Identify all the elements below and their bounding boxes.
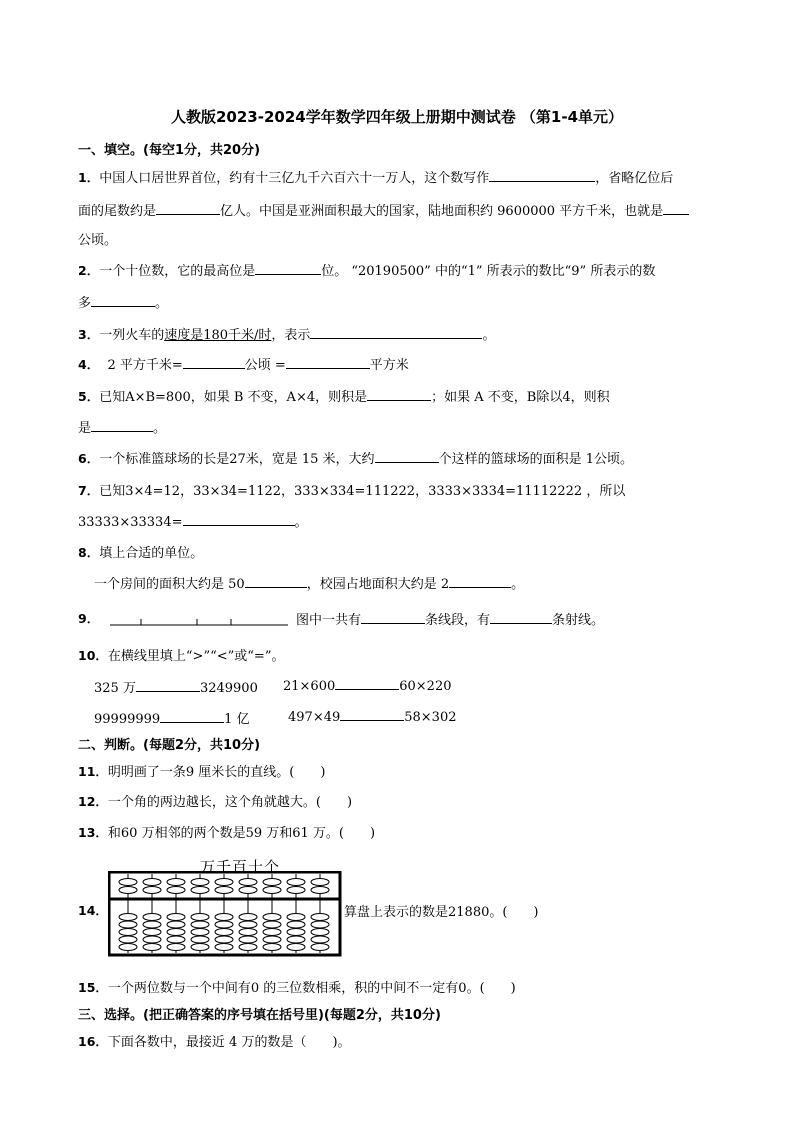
question-12 — [78, 791, 352, 810]
abacus-bead — [143, 921, 161, 928]
question-text: 一个标准篮球场的长是27米，宽是 15 米，大约 — [99, 452, 375, 467]
abacus-bead — [239, 914, 257, 921]
abacus-bead — [263, 914, 281, 921]
question-15 — [78, 977, 516, 996]
answer-blank[interactable] — [286, 356, 370, 369]
question-text: 公顷。 — [78, 233, 118, 248]
section-heading-choice: 三、选择。(把正确答案的序号填在括号里)(每题2分，共10分) — [78, 1008, 441, 1023]
question-number: 15． — [78, 980, 108, 995]
abacus-bead — [287, 936, 305, 943]
compare-text: 60×220 — [399, 679, 452, 694]
question-text: 填上合适的单位。 — [99, 546, 204, 561]
abacus-bead — [215, 944, 233, 951]
abacus-bead — [191, 914, 209, 921]
question-text: ；如果 A 不变，B除以4，则积 — [431, 390, 610, 405]
question-text: 一个角的两边越长，这个角就越大。( ) — [107, 795, 353, 810]
answer-blank[interactable] — [490, 611, 552, 624]
question-number: 4． — [78, 357, 100, 372]
abacus-bead — [119, 879, 137, 886]
section-heading-judgement: 二、判断。(每题2分，共10分) — [78, 738, 261, 753]
question-text: 已知A×B=800，如果 B 不变，A×4，则积是 — [99, 390, 368, 405]
question-8-line-2 — [94, 573, 524, 592]
abacus-bead — [143, 936, 161, 943]
abacus-bead — [287, 879, 305, 886]
compare-text: 497×49 — [288, 710, 341, 725]
question-2-line-2 — [78, 292, 168, 311]
abacus-bead — [167, 929, 185, 936]
abacus-bead — [311, 914, 329, 921]
answer-blank[interactable] — [489, 169, 595, 182]
question-1-line-2 — [78, 200, 689, 219]
question-4 — [78, 354, 409, 373]
question-text-underlined: 速度是180千米/时 — [164, 328, 272, 343]
abacus-bead — [215, 936, 233, 943]
question-number: 9． — [78, 611, 100, 626]
question-13 — [78, 822, 375, 841]
question-text: 33333×33334= — [78, 515, 183, 530]
question-text: 。 — [511, 577, 525, 592]
question-number: 1． — [78, 170, 100, 185]
compare-text: 58×302 — [404, 710, 457, 725]
answer-blank[interactable] — [91, 419, 153, 432]
compare-text: 21×600 — [283, 679, 336, 694]
question-text: 是 — [78, 421, 92, 436]
abacus-bead — [311, 936, 329, 943]
abacus-bead — [167, 879, 185, 886]
answer-blank[interactable] — [367, 388, 431, 401]
abacus-bead — [143, 914, 161, 921]
abacus-bead — [287, 929, 305, 936]
abacus-bead — [263, 936, 281, 943]
abacus-bead — [191, 879, 209, 886]
question-text: 中国人口居世界首位，约有十三亿九千六百六十一万人，这个数写作 — [99, 171, 490, 186]
abacus-bead — [119, 936, 137, 943]
compare-row-2-left — [94, 708, 250, 727]
question-text: 平方米 — [369, 358, 409, 373]
question-number: 12． — [78, 794, 108, 809]
question-text: 算盘上表示的数是21880。( ) — [344, 905, 539, 920]
abacus-bead — [263, 921, 281, 928]
question-text: 。 — [482, 328, 496, 343]
compare-text: 99999999 — [94, 712, 161, 727]
abacus-bead — [263, 944, 281, 951]
abacus-bead — [167, 944, 185, 951]
abacus-bead — [263, 887, 281, 894]
abacus-bead — [119, 914, 137, 921]
question-text: 面的尾数约是 — [78, 204, 157, 219]
abacus-bead — [215, 914, 233, 921]
question-text: 一个房间的面积大约是 50 — [94, 577, 245, 592]
abacus-bead — [311, 921, 329, 928]
answer-blank[interactable] — [183, 356, 245, 369]
answer-blank[interactable] — [340, 708, 404, 721]
question-1-line-3 — [78, 229, 117, 248]
question-number: 16． — [78, 1034, 108, 1049]
abacus-place-labels: 万千百十个 — [200, 858, 281, 876]
answer-blank[interactable] — [245, 575, 307, 588]
abacus-bead — [311, 887, 329, 894]
question-text: 。 — [153, 421, 167, 436]
abacus-bead — [239, 936, 257, 943]
abacus-bead — [215, 929, 233, 936]
question-number: 5． — [78, 389, 100, 404]
abacus-bead — [215, 921, 233, 928]
question-text: ，表示 — [271, 328, 311, 343]
abacus-bead — [239, 879, 257, 886]
abacus-bead — [287, 887, 305, 894]
question-number: 11． — [78, 764, 108, 779]
question-5-line-1 — [78, 386, 610, 405]
abacus-bead — [167, 936, 185, 943]
answer-blank[interactable] — [255, 262, 321, 275]
compare-row-1-right — [283, 677, 452, 694]
abacus-bead — [167, 921, 185, 928]
page-title: 人教版2023-2024学年数学四年级上册期中测试卷 （第1-4单元） — [170, 108, 624, 126]
compare-row-1-left — [94, 677, 258, 696]
question-number: 2． — [78, 263, 100, 278]
question-text: 和60 万相邻的两个数是59 万和61 万。( ) — [107, 826, 376, 841]
question-text: 明明画了一条9 厘米长的直线。( ) — [107, 765, 326, 780]
question-number: 3． — [78, 327, 100, 342]
abacus-bead — [311, 944, 329, 951]
question-text: ，省略亿位后 — [595, 171, 674, 186]
abacus-bead — [215, 887, 233, 894]
abacus-bead — [143, 929, 161, 936]
question-text: ，校园占地面积大约是 2 — [306, 577, 450, 592]
abacus-bead — [119, 929, 137, 936]
answer-blank[interactable] — [449, 575, 511, 588]
question-11 — [78, 761, 325, 780]
question-text: 条线段，有 — [425, 613, 491, 628]
section-heading-fill-in: 一、填空。(每空1分，共20分) — [78, 143, 261, 158]
abacus-bead — [239, 921, 257, 928]
abacus-bead — [143, 887, 161, 894]
answer-blank[interactable] — [160, 710, 224, 723]
question-text: 一列火车的 — [99, 328, 165, 343]
answer-blank[interactable] — [310, 326, 482, 339]
question-text: 多 — [78, 296, 92, 311]
question-text: 亿人。中国是亚洲面积最大的国家，陆地面积约 9600000 平方千米，也就是 — [220, 204, 664, 219]
abacus-bead — [119, 921, 137, 928]
abacus-figure — [108, 871, 342, 957]
abacus-bead — [215, 879, 233, 886]
question-number: 14． — [78, 903, 108, 918]
question-14-text — [344, 901, 539, 920]
question-10 — [78, 645, 284, 664]
abacus-bead — [287, 914, 305, 921]
abacus-bead — [191, 944, 209, 951]
answer-blank[interactable] — [335, 677, 399, 690]
question-text: 2 平方千米= — [107, 358, 183, 373]
abacus-bead — [191, 929, 209, 936]
question-text: 位。 “20190500” 中的“1” 所表示的数比“9” 所表示的数 — [321, 264, 656, 279]
question-8-line-1 — [78, 542, 203, 561]
question-text: 。 — [155, 296, 169, 311]
question-number: 8． — [78, 545, 100, 560]
abacus-bead — [167, 887, 185, 894]
answer-blank[interactable] — [136, 679, 200, 692]
compare-text: 325 万 — [94, 681, 136, 696]
abacus-bead — [263, 929, 281, 936]
answer-blank[interactable] — [156, 202, 220, 215]
question-6 — [78, 448, 633, 467]
line-segment-figure — [108, 610, 292, 630]
abacus-bead — [167, 914, 185, 921]
abacus-bead — [143, 944, 161, 951]
compare-text: 1 亿 — [224, 712, 250, 727]
compare-text: 3249900 — [199, 681, 258, 696]
abacus-bead — [287, 921, 305, 928]
question-text: 条射线。 — [552, 613, 605, 628]
answer-blank[interactable] — [375, 450, 439, 463]
question-number: 13． — [78, 825, 108, 840]
abacus-bead — [239, 887, 257, 894]
question-text: 。 — [294, 515, 308, 530]
question-1-line-1 — [78, 167, 673, 186]
question-9 — [78, 609, 99, 627]
question-number: 10． — [78, 648, 108, 663]
question-text: 公顷 = — [244, 358, 286, 373]
question-text: 在横线里填上“>”“<”或“=”。 — [107, 649, 285, 664]
abacus-bead — [191, 936, 209, 943]
question-text: 已知3×4=12，33×34=1122，333×334=111222，3333×3334=11112222 ，所以 — [99, 484, 626, 499]
answer-blank[interactable] — [361, 611, 425, 624]
abacus-bead — [239, 944, 257, 951]
abacus-bead — [191, 887, 209, 894]
answer-blank[interactable] — [183, 513, 295, 526]
abacus-bead — [239, 929, 257, 936]
question-text: 个这样的篮球场的面积是 1公顷。 — [438, 452, 633, 467]
answer-blank[interactable] — [91, 294, 155, 307]
abacus-bead — [119, 887, 137, 894]
question-7-line-2 — [78, 511, 308, 530]
answer-blank[interactable] — [663, 202, 689, 215]
abacus-bead — [311, 879, 329, 886]
abacus-bead — [119, 944, 137, 951]
compare-row-2-right — [288, 708, 457, 725]
question-3 — [78, 324, 495, 343]
question-text: 图中一共有 — [296, 613, 362, 628]
question-2-line-1 — [78, 260, 655, 279]
question-7-line-1 — [78, 480, 625, 499]
abacus-bead — [191, 921, 209, 928]
question-16 — [78, 1031, 351, 1050]
abacus-bead — [143, 879, 161, 886]
question-text: 下面各数中，最接近 4 万的数是（ )。 — [107, 1035, 351, 1050]
question-text: 一个十位数，它的最高位是 — [99, 264, 256, 279]
question-number: 7． — [78, 483, 100, 498]
abacus-bead — [287, 944, 305, 951]
abacus-bead — [263, 879, 281, 886]
question-14-number — [78, 901, 108, 919]
question-5-line-2 — [78, 417, 166, 436]
question-number: 6． — [78, 451, 100, 466]
abacus-bead — [311, 929, 329, 936]
question-9-text — [296, 609, 604, 628]
question-text: 一个两位数与一个中间有0 的三位数相乘，积的中间不一定有0。( ) — [107, 981, 516, 996]
